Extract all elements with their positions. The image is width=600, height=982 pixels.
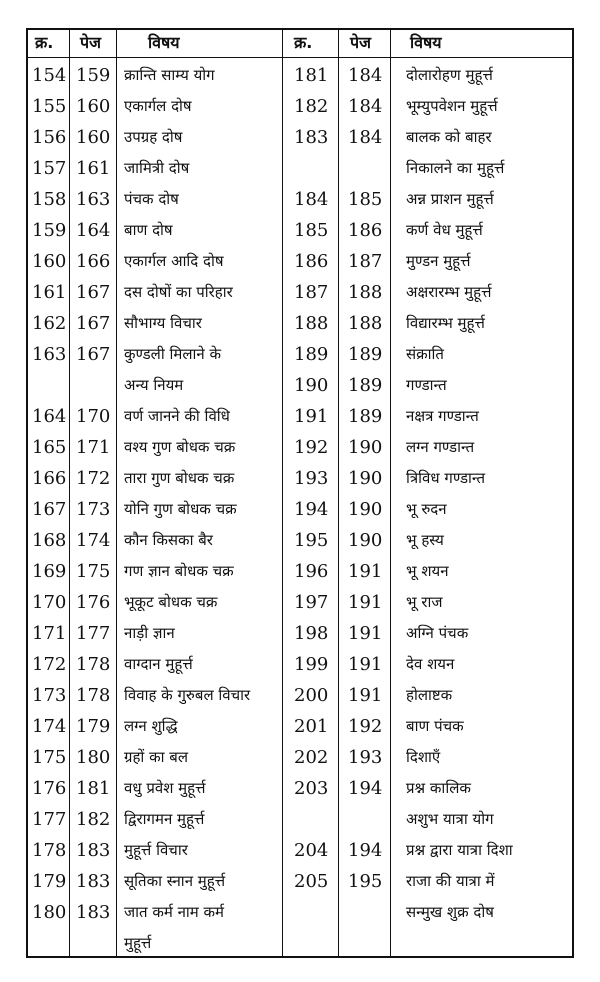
cell-page: 188 [348, 282, 383, 303]
cell-page: 189 [348, 344, 383, 365]
cell-topic: सन्मुख शुक्र दोष [406, 903, 494, 921]
header-topic-right: विषय [410, 33, 442, 52]
col-divider [282, 28, 283, 958]
col-divider [69, 28, 70, 958]
cell-sr: 187 [294, 282, 329, 303]
cell-sr: 167 [32, 499, 67, 520]
cell-topic: विवाह के गुरुबल विचार [124, 686, 251, 704]
cell-topic: भू रुदन [406, 500, 447, 518]
cell-topic: कौन किसका बैर [124, 531, 213, 549]
header-topic-left: विषय [148, 33, 180, 52]
cell-sr: 183 [294, 127, 329, 148]
header-divider [26, 57, 574, 58]
cell-page: 180 [76, 747, 111, 768]
cell-page: 182 [76, 809, 111, 830]
cell-topic: पंचक दोष [124, 190, 179, 208]
cell-sr: 196 [294, 561, 329, 582]
cell-topic: गण ज्ञान बोधक चक्र [124, 562, 234, 580]
cell-topic: वाग्दान मुहूर्त्त [124, 655, 193, 673]
cell-topic: होलाष्टक [406, 686, 453, 704]
cell-page: 183 [76, 902, 111, 923]
cell-page: 179 [76, 716, 111, 737]
cell-topic: क्रान्ति साम्य योग [124, 66, 215, 84]
cell-page: 191 [348, 685, 383, 706]
cell-page: 188 [348, 313, 383, 334]
cell-sr: 191 [294, 406, 329, 427]
cell-topic: राजा की यात्रा में [406, 872, 495, 890]
cell-topic: त्रिविध गण्डान्त [406, 469, 486, 487]
cell-topic: वधु प्रवेश मुहूर्त्त [124, 779, 206, 797]
cell-topic: मुहूर्त्त विचार [124, 841, 188, 859]
cell-topic: देव शयन [406, 655, 455, 673]
cell-topic: निकालने का मुहूर्त्त [406, 159, 505, 177]
cell-sr: 158 [32, 189, 67, 210]
cell-topic: बाण पंचक [406, 717, 464, 735]
header-page-left: पेज [80, 33, 101, 52]
cell-page: 187 [348, 251, 383, 272]
cell-sr: 176 [32, 778, 67, 799]
cell-page: 167 [76, 344, 111, 365]
cell-topic: लग्न शुद्धि [124, 717, 178, 735]
cell-page: 160 [76, 127, 111, 148]
cell-sr: 204 [294, 840, 329, 861]
cell-topic: भू राज [406, 593, 443, 611]
cell-topic: गण्डान्त [406, 376, 447, 394]
cell-topic: एकार्गल आदि दोष [124, 252, 224, 270]
header-sr-left: क्र. [35, 33, 54, 52]
cell-topic: अग्नि पंचक [406, 624, 469, 642]
cell-page: 167 [76, 313, 111, 334]
cell-page: 189 [348, 375, 383, 396]
cell-page: 194 [348, 840, 383, 861]
cell-page: 184 [348, 65, 383, 86]
cell-topic: भूम्युपवेशन मुहूर्त्त [406, 97, 498, 115]
cell-topic: भू शयन [406, 562, 449, 580]
cell-sr: 188 [294, 313, 329, 334]
cell-page: 170 [76, 406, 111, 427]
cell-sr: 194 [294, 499, 329, 520]
cell-page: 183 [76, 871, 111, 892]
cell-topic: कुण्डली मिलाने के [124, 345, 222, 363]
cell-sr: 203 [294, 778, 329, 799]
cell-sr: 186 [294, 251, 329, 272]
cell-page: 194 [348, 778, 383, 799]
cell-topic: दोलारोहण मुहूर्त्त [406, 66, 493, 84]
cell-sr: 201 [294, 716, 329, 737]
cell-sr: 157 [32, 158, 67, 179]
cell-page: 190 [348, 499, 383, 520]
cell-topic: अन्य नियम [124, 376, 184, 394]
cell-sr: 159 [32, 220, 67, 241]
cell-topic: अन्न प्राशन मुहूर्त्त [406, 190, 494, 208]
header-sr-right: क्र. [294, 33, 313, 52]
cell-sr: 193 [294, 468, 329, 489]
cell-sr: 173 [32, 685, 67, 706]
cell-page: 178 [76, 654, 111, 675]
cell-page: 181 [76, 778, 111, 799]
cell-sr: 182 [294, 96, 329, 117]
cell-page: 189 [348, 406, 383, 427]
cell-sr: 162 [32, 313, 67, 334]
cell-sr: 192 [294, 437, 329, 458]
cell-sr: 164 [32, 406, 67, 427]
cell-sr: 171 [32, 623, 67, 644]
cell-sr: 198 [294, 623, 329, 644]
cell-page: 184 [348, 96, 383, 117]
cell-page: 175 [76, 561, 111, 582]
cell-page: 193 [348, 747, 383, 768]
cell-topic: भू हस्य [406, 531, 444, 549]
cell-topic: ग्रहों का बल [124, 748, 188, 766]
cell-topic: नक्षत्र गण्डान्त [406, 407, 479, 425]
cell-topic: संक्राति [406, 345, 444, 363]
cell-page: 174 [76, 530, 111, 551]
cell-sr: 200 [294, 685, 329, 706]
cell-sr: 184 [294, 189, 329, 210]
cell-page: 186 [348, 220, 383, 241]
cell-sr: 189 [294, 344, 329, 365]
cell-page: 190 [348, 468, 383, 489]
cell-topic: द्विरागमन मुहूर्त्त [124, 810, 205, 828]
cell-sr: 166 [32, 468, 67, 489]
cell-topic: दिशाएँ [406, 748, 441, 766]
cell-sr: 205 [294, 871, 329, 892]
cell-topic: दस दोषों का परिहार [124, 283, 233, 301]
cell-topic: विद्यारम्भ मुहूर्त्त [406, 314, 485, 332]
cell-page: 190 [348, 530, 383, 551]
cell-page: 164 [76, 220, 111, 241]
cell-sr: 156 [32, 127, 67, 148]
col-divider [338, 28, 339, 958]
cell-page: 176 [76, 592, 111, 613]
cell-page: 160 [76, 96, 111, 117]
cell-page: 192 [348, 716, 383, 737]
cell-sr: 163 [32, 344, 67, 365]
cell-topic: अशुभ यात्रा योग [406, 810, 494, 828]
cell-topic: योनि गुण बोधक चक्र [124, 500, 237, 518]
cell-sr: 178 [32, 840, 67, 861]
cell-topic: प्रश्न द्वारा यात्रा दिशा [406, 841, 513, 859]
cell-topic: एकार्गल दोष [124, 97, 192, 115]
cell-sr: 169 [32, 561, 67, 582]
cell-sr: 199 [294, 654, 329, 675]
cell-page: 177 [76, 623, 111, 644]
col-divider [390, 28, 391, 958]
cell-topic: जामित्री दोष [124, 159, 190, 177]
cell-sr: 161 [32, 282, 67, 303]
cell-sr: 175 [32, 747, 67, 768]
cell-page: 163 [76, 189, 111, 210]
cell-page: 191 [348, 561, 383, 582]
cell-page: 171 [76, 437, 111, 458]
cell-sr: 154 [32, 65, 67, 86]
cell-page: 195 [348, 871, 383, 892]
cell-page: 178 [76, 685, 111, 706]
cell-page: 184 [348, 127, 383, 148]
cell-page: 172 [76, 468, 111, 489]
cell-topic: सूतिका स्नान मुहूर्त्त [124, 872, 226, 890]
cell-topic: नाड़ी ज्ञान [124, 624, 175, 642]
cell-topic: सौभाग्य विचार [124, 314, 202, 332]
contents-table [26, 28, 574, 958]
col-divider [116, 28, 117, 958]
cell-sr: 179 [32, 871, 67, 892]
cell-page: 185 [348, 189, 383, 210]
cell-page: 191 [348, 623, 383, 644]
cell-topic: मुण्डन मुहूर्त्त [406, 252, 471, 270]
cell-sr: 165 [32, 437, 67, 458]
cell-page: 161 [76, 158, 111, 179]
cell-sr: 160 [32, 251, 67, 272]
cell-topic: उपग्रह दोष [124, 128, 183, 146]
cell-topic: जात कर्म नाम कर्म [124, 903, 225, 921]
cell-sr: 181 [294, 65, 329, 86]
cell-sr: 202 [294, 747, 329, 768]
cell-sr: 177 [32, 809, 67, 830]
cell-sr: 180 [32, 902, 67, 923]
cell-topic: वश्य गुण बोधक चक्र [124, 438, 236, 456]
cell-page: 183 [76, 840, 111, 861]
cell-topic: भूकूट बोधक चक्र [124, 593, 218, 611]
cell-sr: 172 [32, 654, 67, 675]
cell-sr: 195 [294, 530, 329, 551]
cell-page: 191 [348, 592, 383, 613]
cell-topic: मुहूर्त्त [124, 934, 152, 952]
cell-page: 173 [76, 499, 111, 520]
cell-topic: लग्न गण्डान्त [406, 438, 475, 456]
cell-topic: अक्षरारम्भ मुहूर्त्त [406, 283, 492, 301]
cell-page: 190 [348, 437, 383, 458]
cell-page: 159 [76, 65, 111, 86]
cell-sr: 174 [32, 716, 67, 737]
cell-sr: 197 [294, 592, 329, 613]
cell-topic: तारा गुण बोधक चक्र [124, 469, 235, 487]
cell-sr: 190 [294, 375, 329, 396]
cell-page: 167 [76, 282, 111, 303]
cell-sr: 168 [32, 530, 67, 551]
cell-topic: कर्ण वेध मुहूर्त्त [406, 221, 483, 239]
cell-page: 166 [76, 251, 111, 272]
cell-topic: वर्ण जानने की विधि [124, 407, 230, 425]
cell-sr: 155 [32, 96, 67, 117]
cell-topic: बालक को बाहर [406, 128, 492, 146]
cell-sr: 170 [32, 592, 67, 613]
cell-topic: बाण दोष [124, 221, 173, 239]
header-page-right: पेज [350, 33, 371, 52]
cell-page: 191 [348, 654, 383, 675]
cell-sr: 185 [294, 220, 329, 241]
cell-topic: प्रश्न कालिक [406, 779, 471, 797]
